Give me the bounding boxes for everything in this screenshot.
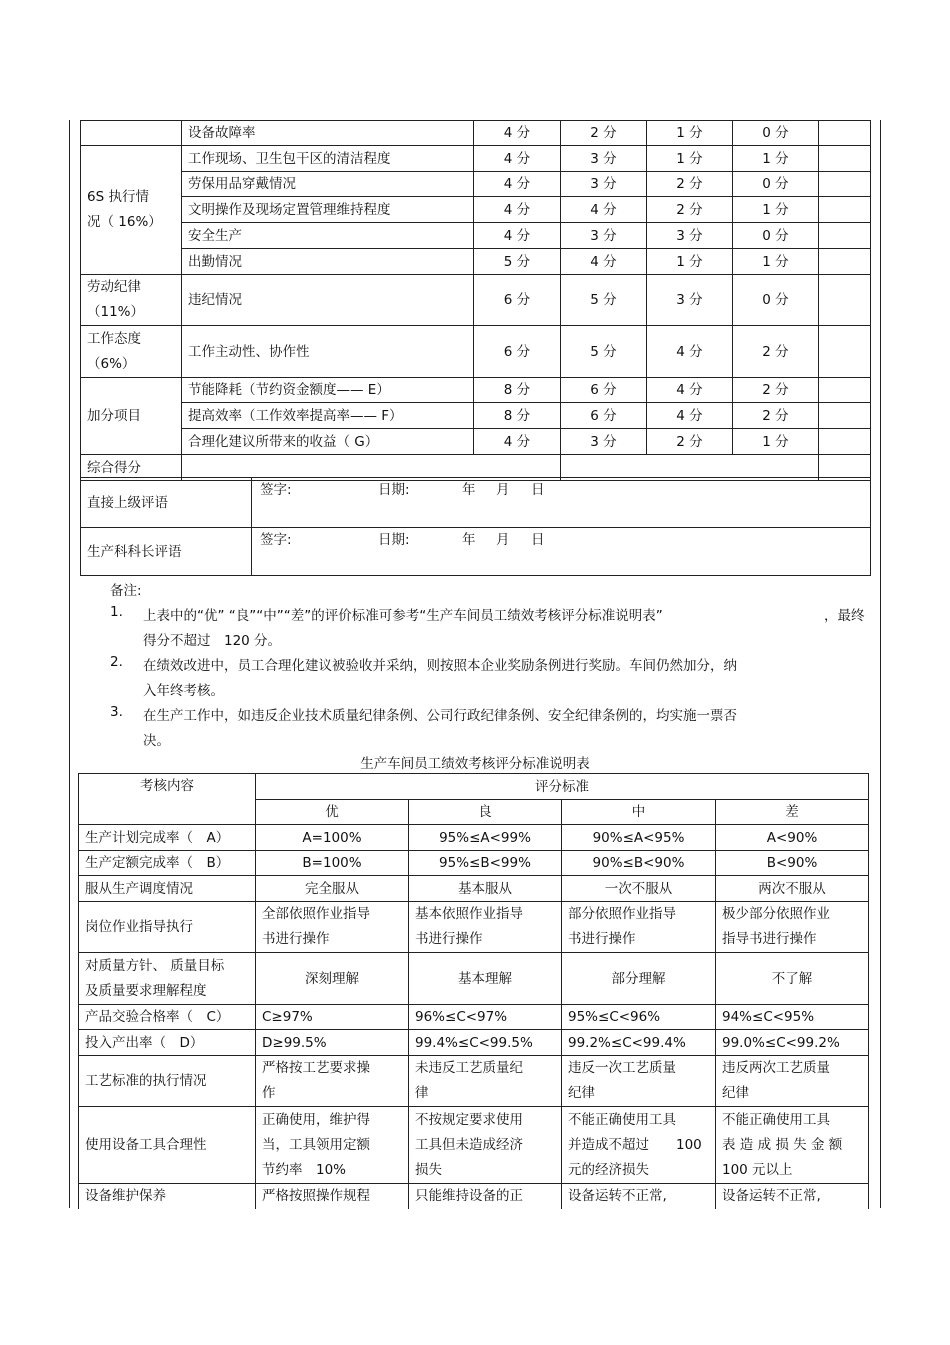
grade-line: 律 [415, 1085, 429, 1101]
table-row [79, 825, 869, 851]
grade-line: 元的经济损失 [568, 1161, 649, 1178]
sign-label: 签字: [260, 532, 292, 548]
note-3-line2: 决。 [143, 733, 170, 749]
table-row [79, 876, 869, 902]
grade-line: 违反一次工艺质量 [568, 1060, 676, 1076]
date-label: 日期: [378, 532, 410, 548]
grade-line: 100 元以上 [722, 1161, 793, 1178]
score-cell: 1 分 [733, 197, 819, 223]
grade-cell [409, 902, 562, 953]
grade-line: 表 造 成 损 失 金 额 [722, 1136, 843, 1153]
grade-cell [716, 1056, 869, 1107]
table-row [81, 429, 871, 455]
grade-cell [409, 1056, 562, 1107]
day-label: 日 [531, 482, 545, 498]
grade-line: 未违反工艺质量纪 [415, 1060, 523, 1076]
score-cell: 2 分 [647, 197, 733, 223]
score-cell: 3 分 [647, 275, 733, 326]
grade-cell: 95%≤B<99% [409, 851, 562, 876]
score-cell: 6 分 [561, 378, 647, 403]
grade-cell: A=100% [256, 825, 409, 851]
note-1-line2: 得分不超过 120 分。 [143, 633, 282, 649]
note-2-line2: 入年终考核。 [143, 683, 224, 699]
month-label: 月 [496, 482, 510, 498]
result-cell [819, 378, 871, 403]
score-cell: 2 分 [647, 172, 733, 197]
grade-line: 书进行操作 [415, 931, 483, 947]
grade-cell [562, 1107, 716, 1184]
item-cell: 工作现场、卫生包干区的清洁程度 [182, 146, 474, 172]
grade-cell: D≥99.5% [256, 1030, 409, 1056]
manager-comment-row [81, 528, 871, 576]
header-grade-poor: 差 [716, 800, 869, 825]
item-cell: 设备故障率 [182, 121, 474, 146]
notes-title: 备注: [110, 583, 142, 599]
note-1-tail: ，最终 [824, 608, 865, 624]
item-cell: 劳保用品穿戴情况 [182, 172, 474, 197]
header-grade-average: 中 [562, 800, 716, 825]
row-label: 服从生产调度情况 [79, 876, 256, 902]
signature-line [258, 478, 864, 502]
grade-cell: 严格按照操作规程 [256, 1184, 409, 1209]
row-label: 投入产出率（ D） [79, 1030, 256, 1056]
category-discipline-line2: （11%） [87, 304, 145, 320]
grade-cell [256, 902, 409, 953]
date-label: 日期: [378, 482, 410, 498]
grade-cell: 设备运转不正常, [716, 1184, 869, 1209]
grade-line: 全部依照作业指导 [262, 906, 370, 922]
score-cell: 1 分 [733, 429, 819, 455]
total-label: 综合得分 [81, 455, 182, 481]
score-cell: 0 分 [733, 172, 819, 197]
grade-line: 当，工具领用定额 [262, 1136, 370, 1153]
item-cell: 工作主动性、协作性 [182, 326, 474, 378]
category-discipline [81, 275, 182, 326]
score-cell: 3 分 [561, 429, 647, 455]
row-label: 使用设备工具合理性 [79, 1107, 256, 1184]
grade-cell: 90%≤B<90% [562, 851, 716, 876]
item-cell: 文明操作及现场定置管理维持程度 [182, 197, 474, 223]
grade-cell: 95%≤A<99% [409, 825, 562, 851]
grade-cell: 两次不服从 [716, 876, 869, 902]
day-label: 日 [531, 532, 545, 548]
item-cell: 违纪情况 [182, 275, 474, 326]
grade-cell: 95%≤C<96% [562, 1005, 716, 1030]
grade-cell [256, 1107, 409, 1184]
note-3-line1: 在生产工作中，如违反企业技术质量纪律条例、公司行政纪律条例、安全纪律条例的，均实施一票否 [143, 708, 737, 724]
note-1-line1: 上表中的“优” “良”“中”“差”的评价标准可参考“生产车间员工绩效考核评分标准说明表” [143, 608, 663, 624]
grade-line: 基本依照作业指导 [415, 906, 523, 922]
result-cell [819, 326, 871, 378]
row-label-line2: 及质量要求理解程度 [85, 982, 207, 999]
score-cell: 3 分 [561, 146, 647, 172]
score-cell: 1 分 [647, 146, 733, 172]
row-label: 产品交验合格率（ C） [79, 1005, 256, 1030]
table-row [79, 953, 869, 1005]
item-cell: 合理化建议所带来的收益（ G） [182, 429, 474, 455]
grade-cell: 部分理解 [562, 953, 716, 1005]
score-cell: 3 分 [647, 223, 733, 249]
grade-cell [256, 1056, 409, 1107]
score-cell: 0 分 [733, 223, 819, 249]
score-cell: 2 分 [733, 403, 819, 429]
scoring-standard-table [78, 773, 869, 1209]
grade-line: 并造成不超过 100 [568, 1136, 702, 1153]
grade-cell [716, 1107, 869, 1184]
grade-cell [409, 1107, 562, 1184]
item-cell: 出勤情况 [182, 249, 474, 275]
supervisor-comment-row [81, 478, 871, 528]
item-cell: 提高效率（工作效率提高率—— F） [182, 403, 474, 429]
note-2-line1: 在绩效改进中，员工合理化建议被验收并采纳，则按照本企业奖励条例进行奖励。车间仍然加分，纳 [143, 658, 737, 674]
year-label: 年 [462, 482, 476, 498]
table-row [79, 1056, 869, 1107]
grade-cell: B<90% [716, 851, 869, 876]
grade-cell: A<90% [716, 825, 869, 851]
grade-cell: 99.0%≤C<99.2% [716, 1030, 869, 1056]
header-grade-good: 良 [409, 800, 562, 825]
score-cell: 4 分 [474, 429, 561, 455]
grade-line: 严格按工艺要求操 [262, 1060, 370, 1076]
month-label: 月 [496, 532, 510, 548]
table-header-row [79, 774, 869, 800]
category-attitude-line1: 工作态度 [87, 330, 141, 347]
grade-cell: 90%≤A<95% [562, 825, 716, 851]
score-cell: 2 分 [733, 378, 819, 403]
grade-cell: 不了解 [716, 953, 869, 1005]
table-row [81, 378, 871, 403]
grade-cell: 深刻理解 [256, 953, 409, 1005]
score-cell: 4 分 [647, 403, 733, 429]
score-cell: 3 分 [561, 172, 647, 197]
table-row [81, 172, 871, 197]
grade-line: 违反两次工艺质量 [722, 1060, 830, 1076]
score-cell: 2 分 [733, 326, 819, 378]
item-cell: 节能降耗（节约资金额度—— E） [182, 378, 474, 403]
score-cell: 8 分 [474, 378, 561, 403]
table-row [79, 851, 869, 876]
score-cell: 6 分 [561, 403, 647, 429]
row-label: 岗位作业指导执行 [79, 902, 256, 953]
item-cell: 安全生产 [182, 223, 474, 249]
grade-cell: 基本理解 [409, 953, 562, 1005]
score-cell: 4 分 [474, 197, 561, 223]
header-content: 考核内容 [79, 774, 256, 825]
score-cell: 1 分 [647, 249, 733, 275]
result-cell [819, 146, 871, 172]
note-3-number: 3. [110, 704, 123, 720]
score-cell: 4 分 [474, 223, 561, 249]
row-label [79, 953, 256, 1005]
grade-line: 指导书进行操作 [722, 931, 817, 947]
row-label: 工艺标准的执行情况 [79, 1056, 256, 1107]
table-row [79, 1030, 869, 1056]
grade-cell [716, 902, 869, 953]
grade-line: 部分依照作业指导 [568, 906, 676, 922]
supervisor-comment-label: 直接上级评语 [81, 478, 252, 528]
grade-cell: 94%≤C<95% [716, 1005, 869, 1030]
grade-cell: 99.2%≤C<99.4% [562, 1030, 716, 1056]
grade-cell: B=100% [256, 851, 409, 876]
grade-cell [562, 1056, 716, 1107]
score-cell: 4 分 [474, 121, 561, 146]
result-cell [819, 121, 871, 146]
result-cell [819, 403, 871, 429]
result-cell [819, 249, 871, 275]
score-cell: 4 分 [647, 326, 733, 378]
grade-line: 书进行操作 [262, 931, 330, 947]
score-cell: 4 分 [561, 249, 647, 275]
grade-line: 纪律 [722, 1085, 749, 1101]
row-label-line1: 对质量方针、 质量目标 [85, 957, 225, 974]
grade-line: 不能正确使用工具 [568, 1111, 676, 1128]
grade-line: 节约率 10% [262, 1161, 347, 1178]
score-cell: 1 分 [733, 146, 819, 172]
score-cell: 1 分 [733, 249, 819, 275]
table-row [81, 326, 871, 378]
grade-cell: 一次不服从 [562, 876, 716, 902]
grade-cell: 基本服从 [409, 876, 562, 902]
score-cell: 6 分 [474, 275, 561, 326]
table-row [81, 197, 871, 223]
table-row [81, 223, 871, 249]
grade-line: 工具但未造成经济 [415, 1136, 523, 1153]
grade-cell: 设备运转不正常, [562, 1184, 716, 1209]
score-cell: 2 分 [647, 429, 733, 455]
grade-line: 作 [262, 1085, 276, 1101]
grade-line: 极少部分依照作业 [722, 906, 830, 922]
table-row [79, 1107, 869, 1184]
category-bonus: 加分项目 [81, 378, 182, 455]
category-attitude [81, 326, 182, 378]
grade-line: 不按规定要求使用 [415, 1111, 523, 1128]
category-6s-line1: 6S 执行情 [87, 189, 149, 205]
result-cell [819, 275, 871, 326]
grade-cell: 完全服从 [256, 876, 409, 902]
grade-cell: 96%≤C<97% [409, 1005, 562, 1030]
category-6s-line2: 况（ 16%） [87, 214, 162, 230]
header-grade-excellent: 优 [256, 800, 409, 825]
grade-line: 损失 [415, 1161, 442, 1178]
table-row [79, 1005, 869, 1030]
score-cell: 2 分 [561, 121, 647, 146]
score-cell: 5 分 [561, 326, 647, 378]
table-row [81, 121, 871, 146]
grade-line: 书进行操作 [568, 931, 636, 947]
note-2-number: 2. [110, 654, 123, 670]
score-cell: 3 分 [561, 223, 647, 249]
manager-comment-label: 生产科科长评语 [81, 528, 252, 576]
grade-line: 纪律 [568, 1085, 595, 1101]
performance-score-table [80, 120, 871, 481]
result-cell [819, 172, 871, 197]
year-label: 年 [462, 532, 476, 548]
grade-cell: 99.4%≤C<99.5% [409, 1030, 562, 1056]
header-standard: 评分标准 [256, 774, 869, 800]
result-cell [819, 223, 871, 249]
score-cell: 5 分 [474, 249, 561, 275]
signature-line [258, 528, 864, 552]
result-cell [819, 429, 871, 455]
grade-line: 不能正确使用工具 [722, 1111, 830, 1128]
row-label: 生产定额完成率（ B） [79, 851, 256, 876]
result-cell [819, 197, 871, 223]
table-row [81, 275, 871, 326]
standard-table-title: 生产车间员工绩效考核评分标准说明表 [360, 756, 590, 772]
note-1-number: 1. [110, 604, 123, 620]
table-row [79, 902, 869, 953]
score-cell: 1 分 [647, 121, 733, 146]
category-discipline-line1: 劳动纪律 [87, 279, 141, 295]
comment-table [80, 477, 871, 576]
sign-label: 签字: [260, 482, 292, 498]
category-attitude-line2: （6%） [87, 355, 136, 372]
grade-cell: 只能维持设备的正 [409, 1184, 562, 1209]
table-row [79, 1184, 869, 1209]
manager-comment-box[interactable] [252, 528, 871, 576]
category-cell [81, 121, 182, 146]
score-cell: 0 分 [733, 121, 819, 146]
row-label: 生产计划完成率（ A） [79, 825, 256, 851]
score-cell: 4 分 [474, 172, 561, 197]
score-cell: 0 分 [733, 275, 819, 326]
score-cell: 4 分 [561, 197, 647, 223]
table-row [81, 403, 871, 429]
score-cell: 4 分 [474, 146, 561, 172]
score-cell: 4 分 [647, 378, 733, 403]
row-label: 设备维护保养 [79, 1184, 256, 1209]
score-cell: 5 分 [561, 275, 647, 326]
category-6s [81, 146, 182, 275]
score-cell: 8 分 [474, 403, 561, 429]
supervisor-comment-box[interactable] [252, 478, 871, 528]
score-cell: 6 分 [474, 326, 561, 378]
grade-cell: C≥97% [256, 1005, 409, 1030]
grade-line: 正确使用，维护得 [262, 1111, 370, 1128]
table-row [81, 146, 871, 172]
table-row [81, 249, 871, 275]
grade-cell [562, 902, 716, 953]
